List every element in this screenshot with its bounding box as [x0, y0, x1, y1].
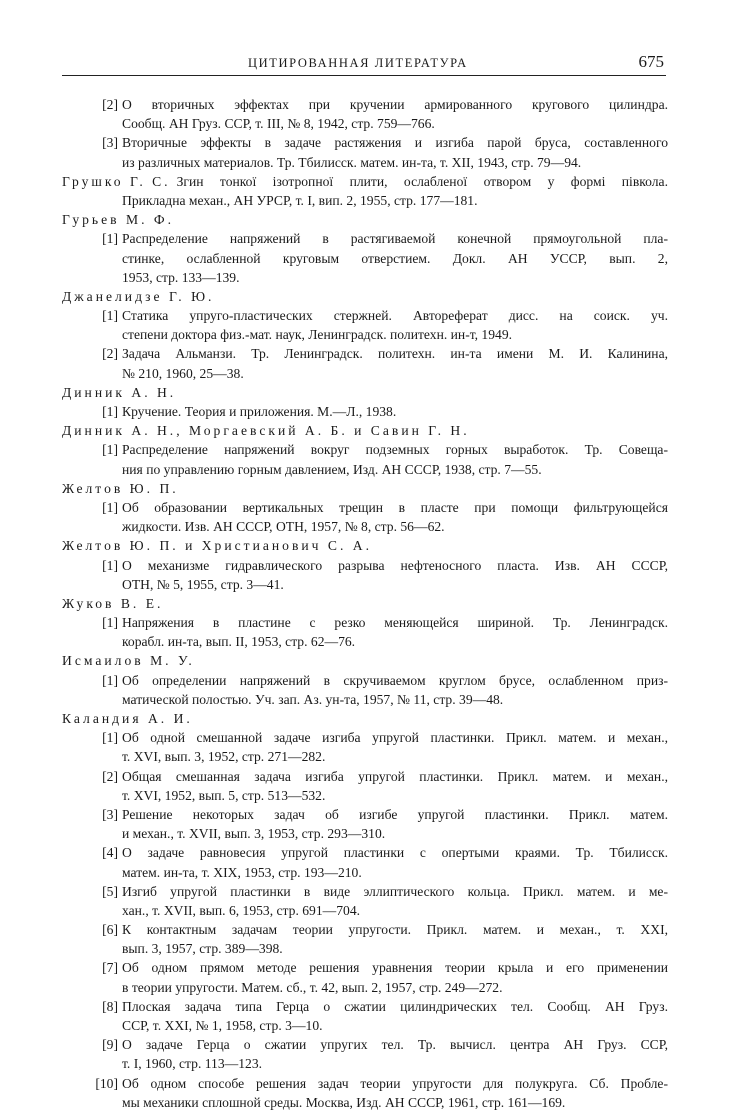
reference-entry [62, 767, 668, 786]
reference-text: Вторичные эффекты в задаче растяжения и изгиба парой бруса, составленного [122, 135, 668, 151]
reference-text: Об образовании вертикальных трещин в пласте при помощи фильтрующейся [122, 499, 668, 515]
author-entry-line [62, 172, 668, 191]
reference-number: [4] [102, 845, 118, 861]
reference-number: [1] [102, 442, 118, 458]
reference-continuation: степени доктора физ.-мат. наук, Ленинградск. политехн. ин-т, 1949. [122, 327, 513, 343]
reference-continuation: мы механики сплошной среды. Москва, Изд. АН СССР, 1961, стр. 161—169. [122, 1094, 566, 1110]
page-header [62, 52, 666, 76]
reference-text: О вторичных эффектах при кручении армированного кругового цилиндра. [122, 97, 668, 112]
reference-entry [62, 958, 668, 977]
reference-entry [62, 843, 668, 862]
reference-entry [62, 498, 668, 517]
reference-text: Об одной смешанной задаче изгиба упругой пластинки. Прикл. матем. и механ., [122, 730, 668, 746]
reference-text: К контактным задачам теории упругости. Прикл. матем. и механ., т. XXI, [122, 922, 668, 938]
reference-continuation: т. XVI, вып. 3, 1952, стр. 271—282. [122, 749, 326, 765]
reference-number: [1] [102, 231, 118, 247]
reference-continuation: ния по управлению горным давлением, Изд. АН СССР, 1938, стр. 7—55. [122, 461, 542, 477]
reference-text: Распределение напряжений в растягиваемой конечной прямоугольной пла- [122, 231, 668, 247]
reference-continuation: т. I, 1960, стр. 113—123. [122, 1056, 263, 1072]
reference-entry [62, 805, 668, 824]
reference-entry [62, 344, 668, 363]
reference-continuation: в теории упругости. Матем. сб., т. 42, вып. 2, 1957, стр. 249—272. [122, 979, 503, 995]
reference-entry [62, 402, 668, 421]
reference-number: [6] [102, 922, 118, 938]
reference-continuation: жидкости. Изв. АН СССР, ОТН, 1957, № 8, стр. 56—62. [122, 519, 445, 535]
reference-entry [62, 229, 668, 248]
reference-text: О механизме гидравлического разрыва нефтеносного пласта. Изв. АН СССР, [122, 557, 668, 573]
reference-continuation: 1953, стр. 133—139. [122, 269, 240, 285]
reference-continuation: № 210, 1960, 25—38. [122, 365, 244, 381]
page-number: 675 [638, 52, 664, 71]
reference-text: О задаче равновесия упругой пластинки с опертыми краями. Тр. Тбилисск. [122, 845, 668, 861]
reference-text: Изгиб упругой пластинки в виде эллиптического кольца. Прикл. матем. и ме- [122, 883, 668, 899]
reference-entry [62, 728, 668, 747]
reference-entry [62, 556, 668, 575]
author-heading: Каландия А. И. [62, 711, 193, 726]
reference-entry [62, 95, 668, 114]
reference-text: Об определении напряжений в скручиваемом круглом брусе, ослабленном приз- [122, 672, 668, 688]
reference-entry [62, 920, 668, 939]
reference-continuation: стинке, ослабленной круговым отверстием. Докл. АН УССР, вып. 2, [122, 250, 668, 266]
reference-entry [62, 882, 668, 901]
reference-entry [62, 1074, 668, 1093]
bibliography-list [62, 95, 668, 1112]
reference-continuation: т. XVI, 1952, вып. 5, стр. 513—532. [122, 787, 326, 803]
reference-continuation: Прикладна механ., АН УРСР, т. I, вип. 2, 1955, стр. 177—181. [122, 192, 478, 208]
author-heading: Желтов Ю. П. [62, 480, 179, 496]
reference-number: [1] [102, 615, 118, 631]
reference-continuation: корабл. ин-та, вып. II, 1953, стр. 62—76. [122, 634, 356, 650]
author-heading: Жуков В. Е. [62, 595, 164, 611]
reference-entry [62, 1035, 668, 1054]
reference-continuation: и механ., т. XVII, вып. 3, 1953, стр. 293—310. [122, 826, 386, 842]
reference-text: Кручение. Теория и приложения. М.—Л., 1938. [122, 404, 397, 419]
author-heading: Джанелидзе Г. Ю. [62, 288, 215, 304]
reference-continuation: вып. 3, 1957, стр. 389—398. [122, 941, 283, 957]
reference-number: [1] [102, 730, 118, 746]
reference-entry [62, 133, 668, 152]
entry-text: Згин тонкої ізотропної плити, ослабленої отвором у формі півкола. [176, 173, 668, 189]
reference-text: Плоская задача типа Герца о сжатии цилиндрических тел. Сообщ. АН Груз. [122, 998, 668, 1014]
reference-number: [2] [102, 346, 118, 362]
reference-text: О задаче Герца о сжатии упругих тел. Тр. вычисл. центра АН Груз. ССР, [122, 1037, 668, 1053]
reference-number: [10] [95, 1075, 118, 1091]
reference-number: [1] [102, 499, 118, 515]
reference-number: [3] [102, 135, 118, 151]
author-heading: Исмаилов М. У. [62, 653, 195, 669]
reference-text: Статика упруго-пластических стержней. Автореферат дисс. на соиск. уч. [122, 308, 668, 324]
reference-continuation: матем. ин-та, т. XIX, 1953, стр. 193—210. [122, 864, 362, 880]
reference-number: [7] [102, 960, 118, 976]
reference-text: Задача Альманзи. Тр. Ленинградск. политехн. ин-та имени М. И. Калинина, [122, 346, 668, 362]
reference-text: Напряжения в пластине с резко меняющейся шириной. Тр. Ленинградск. [122, 615, 668, 631]
reference-continuation: ОТН, № 5, 1955, стр. 3—41. [122, 576, 284, 592]
reference-number: [1] [102, 308, 118, 324]
author-heading: Динник А. Н., Моргаевский А. Б. и Савин Г. Н. [62, 423, 470, 439]
author-name: Грушко Г. С. [62, 173, 171, 189]
reference-continuation: ССР, т. XXI, № 1, 1958, стр. 3—10. [122, 1018, 323, 1033]
reference-text: Об одном способе решения задач теории упругости для полукруга. Сб. Пробле- [122, 1075, 668, 1091]
reference-entry [62, 613, 668, 632]
reference-entry [62, 671, 668, 690]
reference-text: Об одном прямом методе решения уравнения теории крыла и его применении [122, 960, 668, 976]
reference-text: Решение некоторых задач об изгибе упругой пластинки. Прикл. матем. [122, 806, 668, 822]
reference-number: [5] [102, 883, 118, 899]
author-heading: Гурьев М. Ф. [62, 212, 175, 228]
reference-entry [62, 997, 668, 1016]
reference-continuation: матической полостью. Уч. зап. Аз. ун-та, 1957, № 11, стр. 39—48. [122, 691, 504, 707]
reference-number: [2] [102, 97, 118, 112]
reference-number: [1] [102, 672, 118, 688]
header-rule [62, 75, 666, 76]
author-heading: Желтов Ю. П. и Христианович С. А. [62, 538, 372, 554]
reference-text: Распределение напряжений вокруг подземных горных выработок. Тр. Совеща- [122, 442, 668, 458]
reference-entry [62, 440, 668, 459]
reference-text: Общая смешанная задача изгиба упругой пластинки. Прикл. матем. и механ., [122, 768, 668, 784]
reference-number: [3] [102, 806, 118, 822]
reference-number: [2] [102, 768, 118, 784]
reference-entry [62, 306, 668, 325]
running-title: ЦИТИРОВАННАЯ ЛИТЕРАТУРА [248, 56, 468, 70]
reference-number: [1] [102, 404, 118, 419]
reference-number: [1] [102, 557, 118, 573]
author-heading: Динник А. Н. [62, 384, 177, 400]
reference-continuation: Сообщ. АН Груз. ССР, т. III, № 8, 1942, стр. 759—766. [122, 116, 435, 132]
reference-continuation: из различных материалов. Тр. Тбилисск. матем. ин-та, т. XII, 1943, стр. 79—94. [122, 154, 582, 170]
reference-number: [9] [102, 1037, 118, 1053]
reference-number: [8] [102, 998, 118, 1014]
reference-continuation: хан., т. XVII, вып. 6, 1953, стр. 691—704. [122, 902, 361, 918]
